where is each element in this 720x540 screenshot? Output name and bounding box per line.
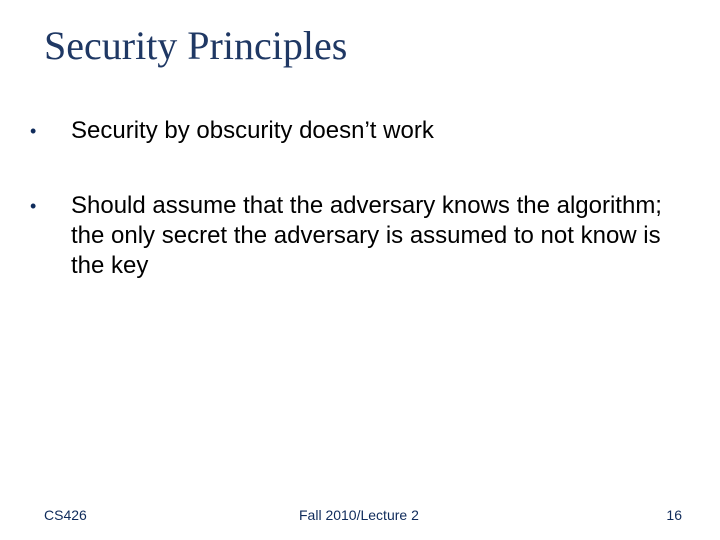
- footer-course-code: CS426: [44, 507, 87, 523]
- bullet-text: Should assume that the adversary knows the algorithm; the only secret the adversary is assumed to not know is the key: [71, 192, 662, 279]
- slide-title: Security Principles: [44, 23, 348, 68]
- bullet-text: Security by obscurity doesn’t work: [71, 117, 434, 144]
- bullet-icon: •: [30, 196, 37, 216]
- footer-page-number: 16: [666, 507, 682, 523]
- bullet-list: [30, 116, 670, 281]
- bullet-icon: •: [30, 121, 37, 141]
- footer-lecture-info: Fall 2010/Lecture 2: [299, 507, 419, 523]
- bullet-item: [30, 191, 670, 281]
- bullet-item: [30, 116, 670, 146]
